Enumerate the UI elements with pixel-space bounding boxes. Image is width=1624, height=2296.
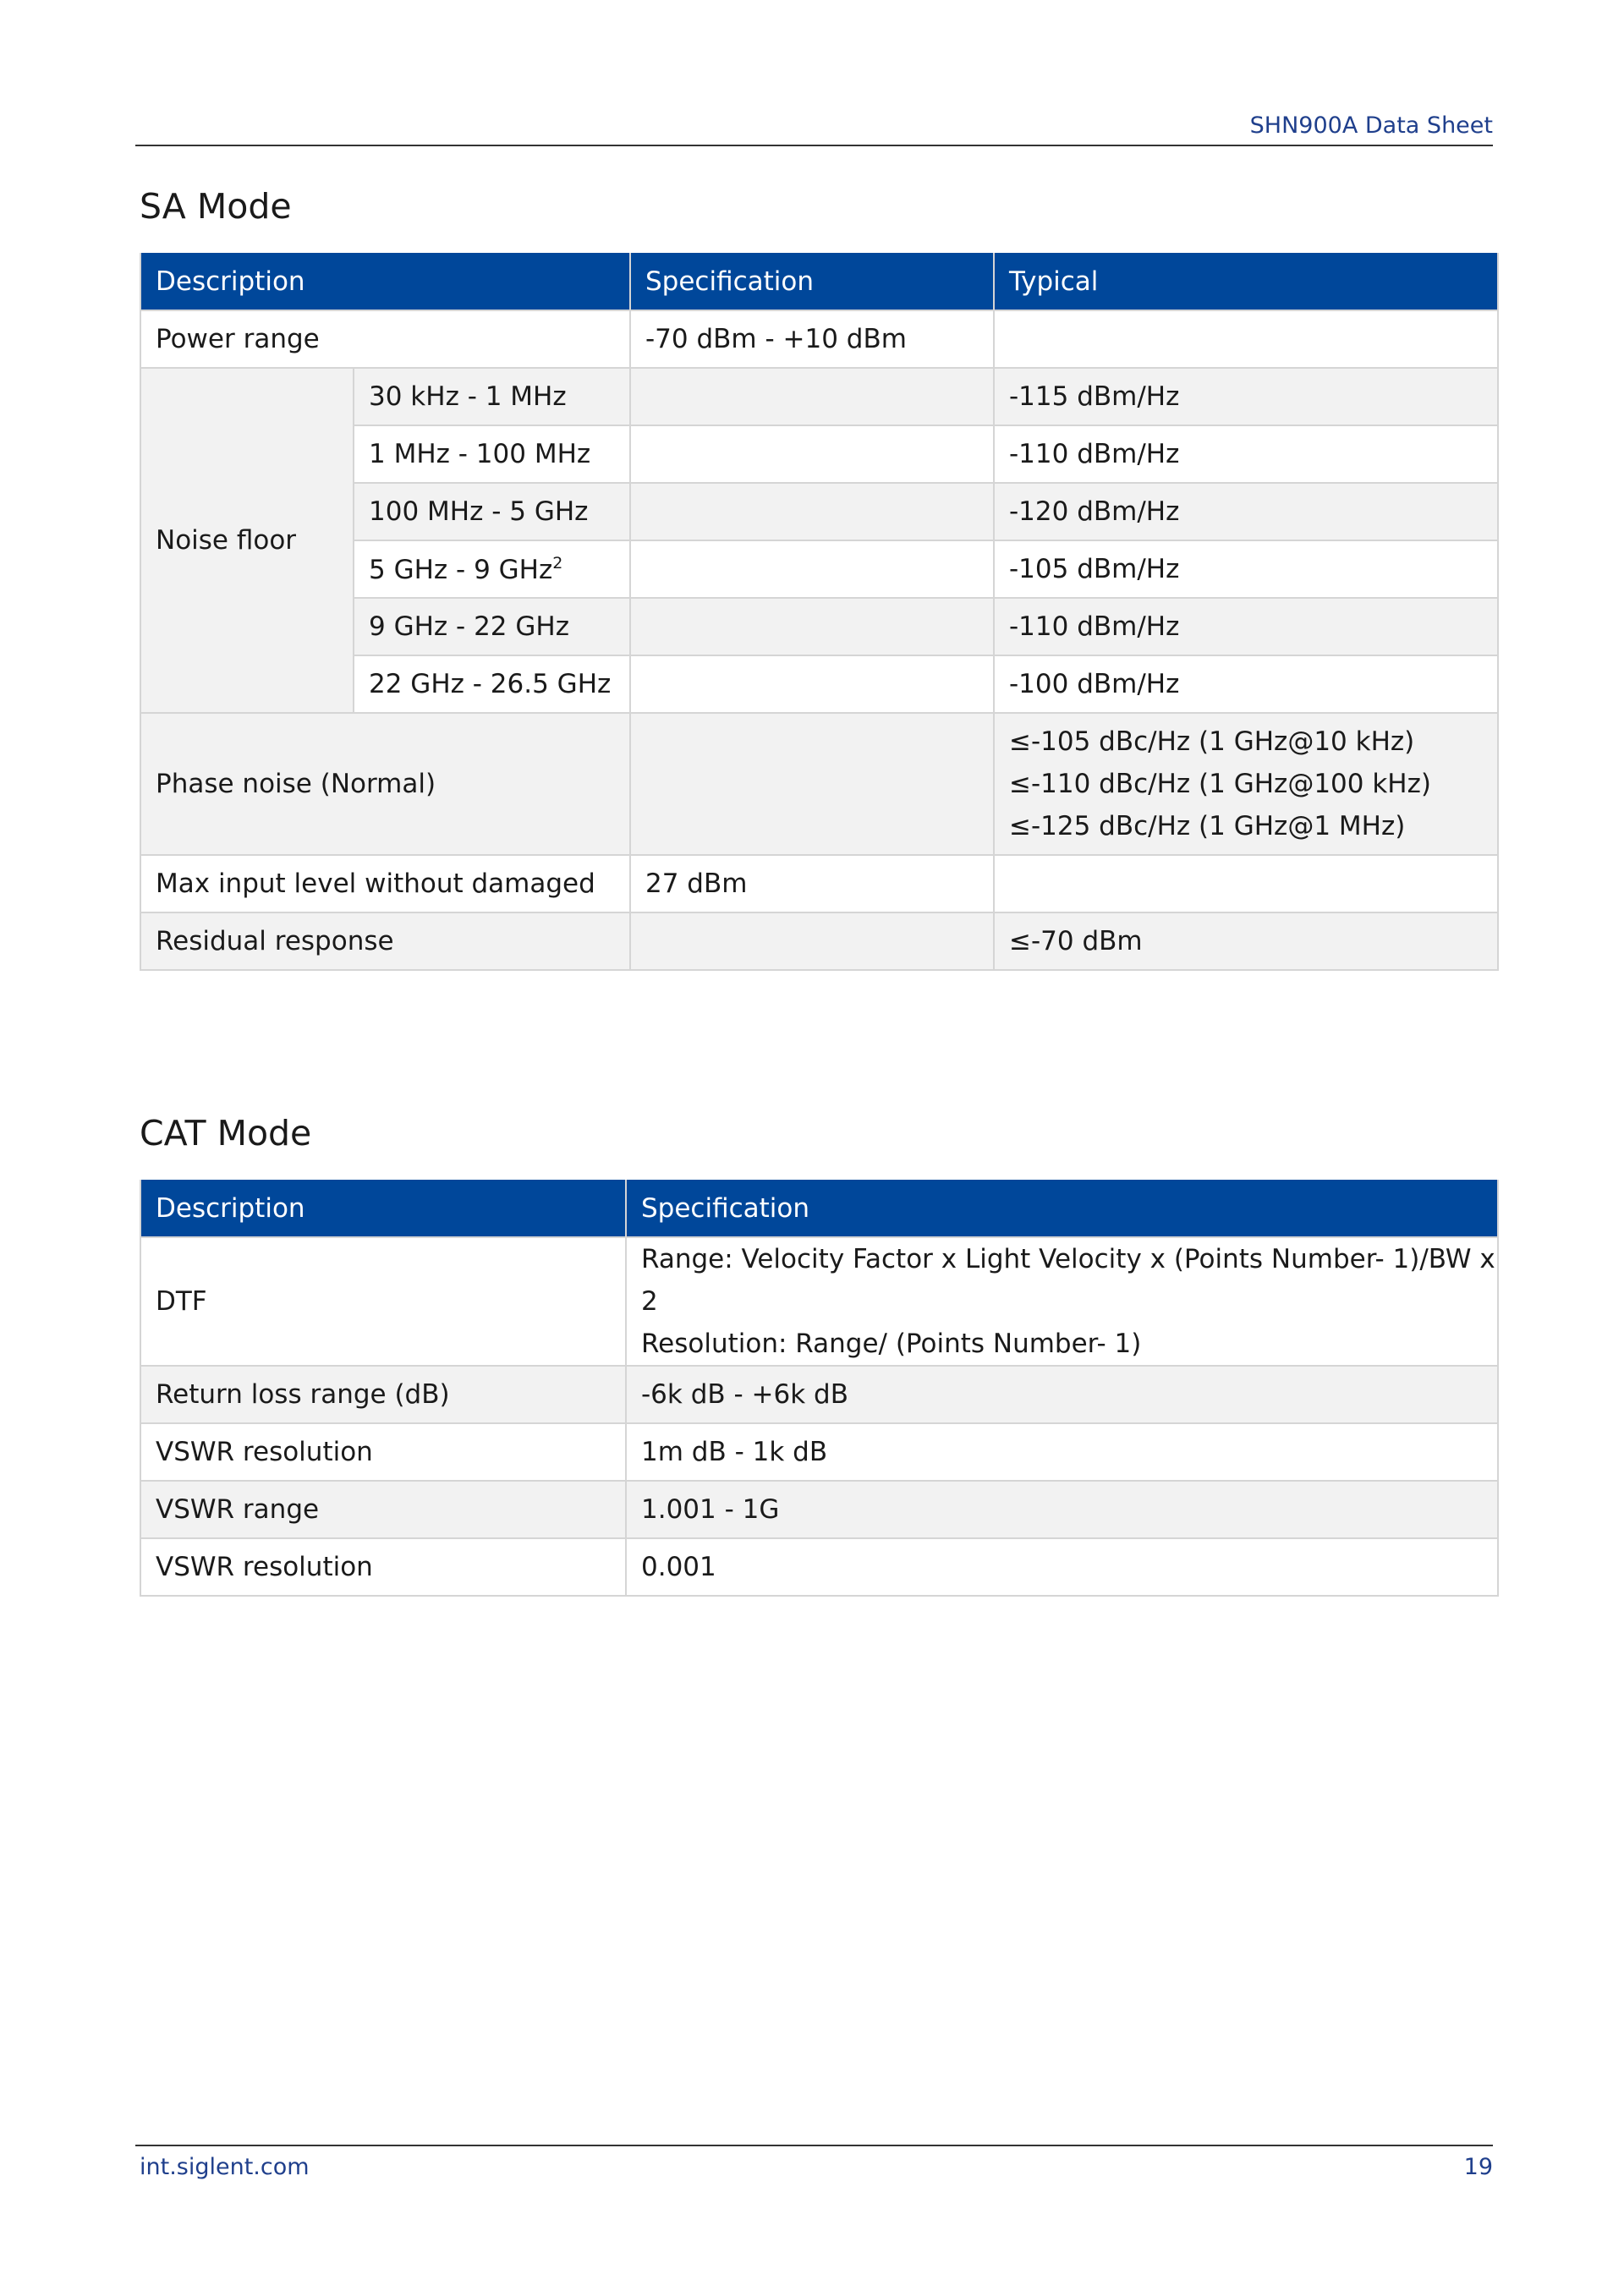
- typical-value: -120 dBm/Hz: [994, 483, 1498, 540]
- typical-value: -110 dBm/Hz: [994, 598, 1498, 655]
- column-header-specification: Specification: [630, 253, 994, 310]
- band-label: 100 MHz - 5 GHz: [354, 483, 630, 540]
- table-header-row: [140, 1180, 1498, 1237]
- dtf-spec-line: Range: Velocity Factor x Light Velocity x (Points Number- 1)/BW x 2: [641, 1244, 1495, 1317]
- row-label: VSWR resolution: [140, 1423, 626, 1481]
- spec-value: [630, 912, 994, 970]
- spec-value: [630, 425, 994, 483]
- typical-value: -100 dBm/Hz: [994, 655, 1498, 713]
- typical-value: -110 dBm/Hz: [994, 425, 1498, 483]
- band-text: 5 GHz - 9 GHz: [369, 554, 553, 585]
- cat-mode-table: [140, 1180, 1499, 1597]
- row-label: Noise floor: [140, 368, 354, 713]
- column-header-description: Description: [140, 1180, 626, 1237]
- table-row: [140, 1481, 1498, 1538]
- document-title: SHN900A Data Sheet: [1249, 112, 1493, 139]
- cat-mode-heading: CAT Mode: [140, 1113, 312, 1153]
- typical-value: -105 dBm/Hz: [994, 540, 1498, 598]
- footer-divider: [135, 2145, 1493, 2146]
- band-label: 9 GHz - 22 GHz: [354, 598, 630, 655]
- typical-value: [994, 310, 1498, 368]
- spec-value: [630, 713, 994, 855]
- table-row: [140, 1538, 1498, 1596]
- spec-value: 1.001 - 1G: [626, 1481, 1498, 1538]
- spec-value: [630, 598, 994, 655]
- table-row: [140, 1423, 1498, 1481]
- band-label: 30 kHz - 1 MHz: [354, 368, 630, 425]
- footer-website-link[interactable]: int.siglent.com: [140, 2154, 310, 2180]
- spec-value: [630, 483, 994, 540]
- row-label: Max input level without damaged: [140, 855, 630, 912]
- row-label: VSWR range: [140, 1481, 626, 1538]
- spec-value: 1m dB - 1k dB: [626, 1423, 1498, 1481]
- sa-mode-heading: SA Mode: [140, 186, 292, 227]
- phase-noise-line: ≤-110 dBc/Hz (1 GHz@100 kHz): [1009, 769, 1431, 799]
- spec-value: [630, 540, 994, 598]
- row-label: Return loss range (dB): [140, 1366, 626, 1423]
- spec-value: -6k dB - +6k dB: [626, 1366, 1498, 1423]
- typical-value: [994, 855, 1498, 912]
- typical-value: [994, 713, 1498, 855]
- spec-value: [630, 655, 994, 713]
- band-label: 22 GHz - 26.5 GHz: [354, 655, 630, 713]
- row-label: Phase noise (Normal): [140, 713, 630, 855]
- dtf-spec-line: Resolution: Range/ (Points Number- 1): [641, 1329, 1142, 1359]
- spec-value: 0.001: [626, 1538, 1498, 1596]
- phase-noise-line: ≤-105 dBc/Hz (1 GHz@10 kHz): [1009, 726, 1415, 757]
- typical-value: -115 dBm/Hz: [994, 368, 1498, 425]
- table-row-noise-floor: [140, 368, 1498, 425]
- table-row-phase-noise: [140, 713, 1498, 855]
- spec-value: 27 dBm: [630, 855, 994, 912]
- page-number: 19: [1463, 2154, 1493, 2180]
- footnote-marker: 2: [552, 553, 563, 573]
- table-row-max-input: [140, 855, 1498, 912]
- table-row-residual: [140, 912, 1498, 970]
- column-header-description: Description: [140, 253, 630, 310]
- column-header-specification: Specification: [626, 1180, 1498, 1237]
- sa-mode-table: [140, 253, 1499, 971]
- table-row-dtf: [140, 1237, 1498, 1366]
- row-label: Residual response: [140, 912, 630, 970]
- band-label: [354, 540, 630, 598]
- row-label: VSWR resolution: [140, 1538, 626, 1596]
- table-row: [140, 1366, 1498, 1423]
- row-label: DTF: [140, 1237, 626, 1366]
- spec-value: -70 dBm - +10 dBm: [630, 310, 994, 368]
- header-divider: [135, 145, 1493, 146]
- table-header-row: [140, 253, 1498, 310]
- band-label: 1 MHz - 100 MHz: [354, 425, 630, 483]
- spec-value: [630, 368, 994, 425]
- phase-noise-line: ≤-125 dBc/Hz (1 GHz@1 MHz): [1009, 811, 1406, 841]
- column-header-typical: Typical: [994, 253, 1498, 310]
- table-row-power-range: [140, 310, 1498, 368]
- spec-value: [626, 1237, 1498, 1366]
- row-label: Power range: [140, 310, 630, 368]
- typical-value: ≤-70 dBm: [994, 912, 1498, 970]
